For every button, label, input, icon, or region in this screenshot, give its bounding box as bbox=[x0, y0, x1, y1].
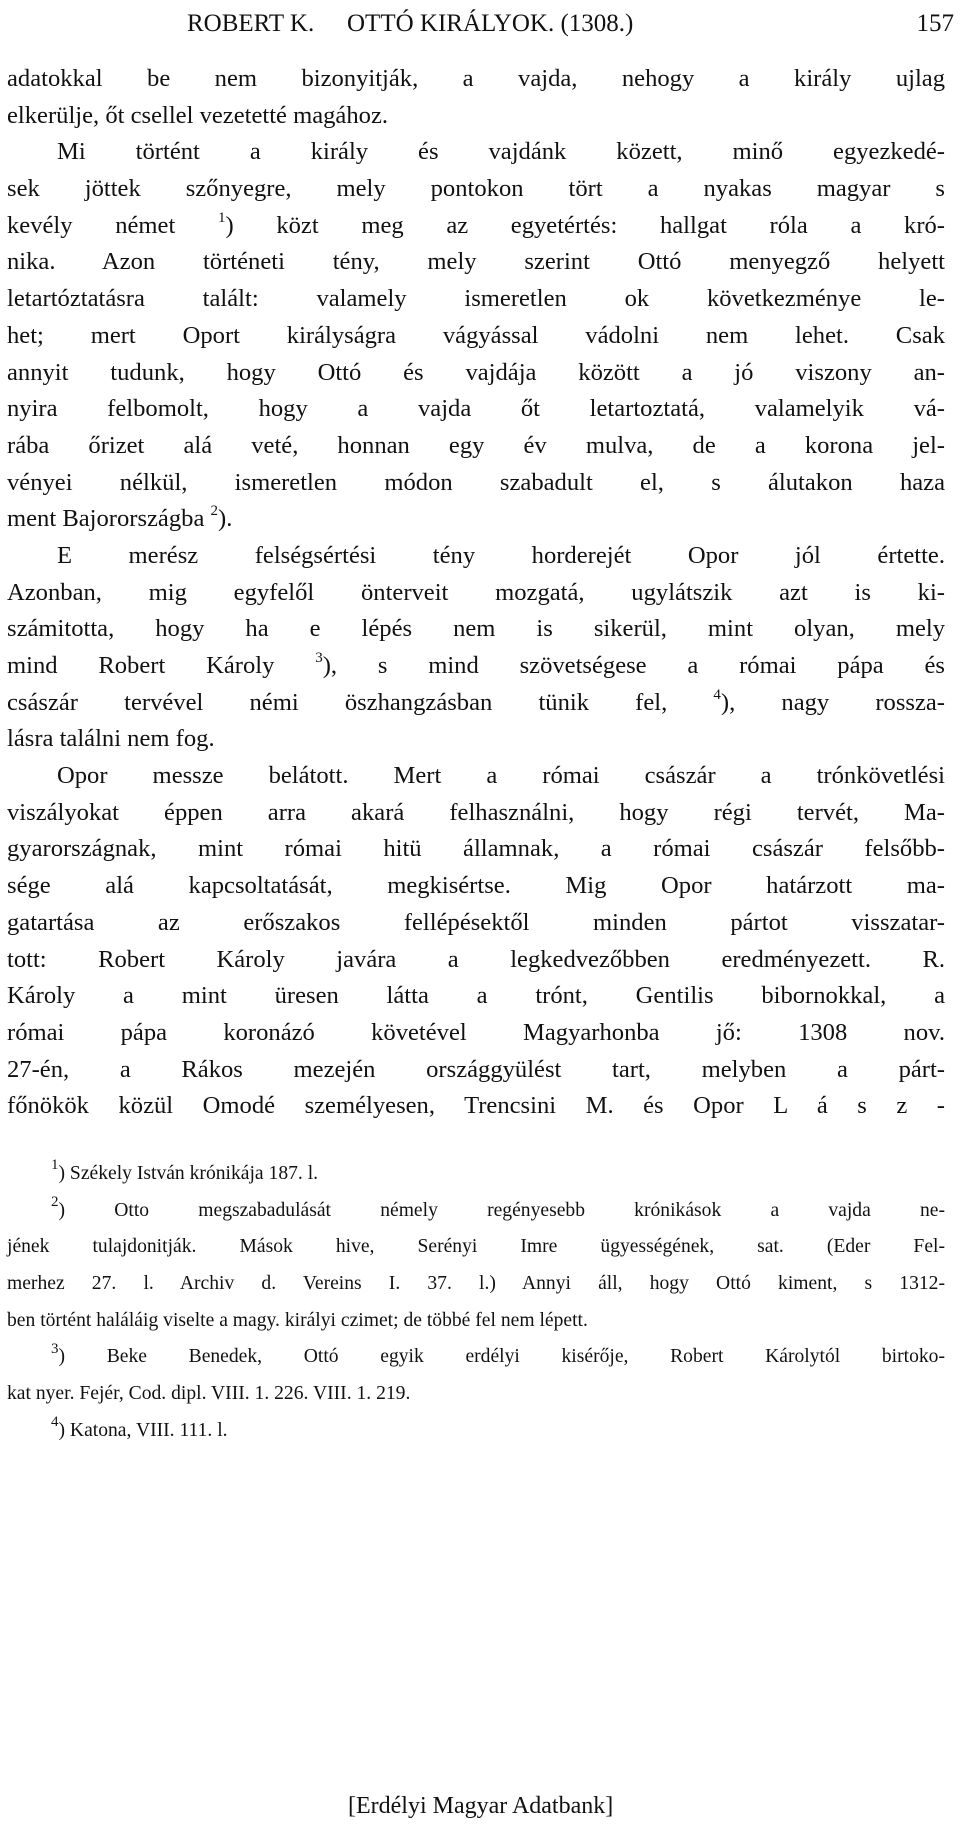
footnotes-line bbox=[7, 1414, 945, 1451]
footnotes-line bbox=[7, 1340, 945, 1377]
body_lines-line bbox=[7, 355, 945, 392]
body_lines-line-text: vényei nélkül, ismeretlen módon szabadult el, s álutakon haza bbox=[7, 468, 945, 496]
body_lines-line-text: Azonban, mig egyfelől önterveit mozgatá, ugylátszik azt is ki- bbox=[7, 578, 945, 606]
body_lines-line-text: római pápa koronázó követével Magyarhonba jő: 1308 nov. bbox=[7, 1018, 945, 1046]
body_lines-line bbox=[7, 1052, 945, 1089]
body_lines-line bbox=[7, 465, 945, 502]
body_lines-line bbox=[7, 831, 945, 868]
body_lines-line bbox=[7, 501, 945, 538]
body_lines-line-text: Mi történt a király és vajdánk közett, minő egyezkedé- bbox=[57, 138, 945, 166]
footnote-marker: 1 bbox=[51, 1157, 59, 1174]
body_lines-line-text: lásra találni nem fog. bbox=[7, 725, 215, 753]
body_lines-line-rest: ), nagy rossza- bbox=[720, 688, 945, 716]
footnote-marker: 3 bbox=[315, 649, 323, 666]
footnotes bbox=[7, 1157, 945, 1451]
running-header bbox=[187, 4, 954, 46]
header-title: OTTÓ KIRÁLYOK. (1308.) bbox=[347, 10, 634, 37]
body_lines-line-text: het; mert Oport királyságra vágyással vádolni nem lehet. Csak bbox=[7, 321, 945, 349]
footnote-marker: 3 bbox=[51, 1340, 59, 1357]
body_lines-line-text: rába őrizet alá veté, honnan egy év mulva, de a korona jel- bbox=[7, 431, 945, 459]
footnotes-line bbox=[7, 1194, 945, 1231]
footnotes-line bbox=[7, 1304, 945, 1341]
footnotes-line-text: merhez 27. l. Archiv d. Vereins I. 37. l.) Annyi áll, hogy Ottó kiment, s 1312- bbox=[7, 1273, 945, 1295]
body_lines-line bbox=[7, 868, 945, 905]
body_lines-line-text: kevély német bbox=[7, 211, 218, 239]
page-number: 157 bbox=[916, 10, 954, 37]
body_lines-line bbox=[7, 281, 945, 318]
body_lines-line bbox=[7, 685, 945, 722]
body_lines-line-rest: ), s mind szövetségese a római pápa és bbox=[322, 652, 945, 679]
footnotes-line-rest: ) Katona, VIII. 111. l. bbox=[58, 1419, 228, 1441]
body-text bbox=[7, 61, 945, 1125]
body_lines-line-text: annyit tudunk, hogy Ottó és vajdája között a jó viszony an- bbox=[7, 358, 945, 386]
body_lines-line-text: E merész felségsértési tény horderejét Opor jól értette. bbox=[57, 541, 945, 569]
footnote-marker: 1 bbox=[217, 209, 226, 226]
body_lines-line bbox=[7, 391, 945, 428]
footnotes-line-rest: ) Otto megszabadulását némely regényesebb krónikások a vajda ne- bbox=[58, 1199, 945, 1221]
body_lines-line bbox=[7, 98, 945, 135]
body_lines-line bbox=[7, 721, 945, 758]
body_lines-line-text: ment Bajorországba bbox=[7, 505, 211, 533]
body_lines-line-text: letartóztatásra talált: valamely ismeretlen ok következménye le- bbox=[7, 285, 945, 313]
body_lines-line-text: viszályokat éppen arra akará felhasználni, hogy régi tervét, Ma- bbox=[7, 798, 945, 826]
body_lines-line bbox=[7, 244, 945, 281]
footnote-marker: 2 bbox=[51, 1194, 59, 1211]
source-footer: [Erdélyi Magyar Adatbank] bbox=[348, 1793, 614, 1819]
footnotes-line bbox=[7, 1230, 945, 1267]
body_lines-line bbox=[7, 318, 945, 355]
footnotes-line-text: jének tulajdonitják. Mások hive, Serényi Imre ügyességének, sat. (Eder Fel- bbox=[7, 1236, 945, 1258]
body_lines-line-rest: ). bbox=[218, 505, 233, 533]
body_lines-line-text: mind Robert Károly bbox=[7, 652, 316, 679]
body_lines-line-text: sége alá kapcsoltatását, megkisértse. Mig Opor határzott ma- bbox=[7, 872, 945, 900]
body_lines-line bbox=[7, 134, 945, 171]
body_lines-line-text: tott: Robert Károly javára a legkedvezőbben eredményezett. R. bbox=[7, 945, 945, 973]
body_lines-line bbox=[7, 978, 945, 1015]
body_lines-line-text: Károly a mint üresen látta a trónt, Gentilis bibornokkal, a bbox=[7, 982, 945, 1010]
footnote-marker: 4 bbox=[51, 1414, 59, 1431]
body_lines-line-text: 27-én, a Rákos mezején országgyülést tart, melyben a párt- bbox=[7, 1055, 945, 1083]
body_lines-line bbox=[7, 1088, 945, 1125]
body_lines-line-text: főnökök közül Omodé személyesen, Trencsini M. és Opor L á s z - bbox=[7, 1092, 945, 1120]
body_lines-line-text: sek jöttek szőnyegre, mely pontokon tört a nyakas magyar s bbox=[7, 175, 945, 203]
footnotes-line bbox=[7, 1377, 945, 1414]
footnote-marker: 4 bbox=[713, 686, 721, 703]
body_lines-line bbox=[7, 611, 945, 648]
body_lines-line bbox=[7, 171, 945, 208]
body_lines-line-text: Opor messze belátott. Mert a római császár a trónkövetlési bbox=[57, 762, 945, 790]
body_lines-line bbox=[7, 538, 945, 575]
body_lines-line-text: gatartása az erőszakos fellépésektől minden pártot visszatar- bbox=[7, 908, 945, 936]
body_lines-line bbox=[7, 575, 945, 612]
footnote-marker: 2 bbox=[210, 503, 219, 520]
body_lines-line-text: nyira felbomolt, hogy a vajda őt letartoztatá, valamelyik vá- bbox=[7, 395, 945, 423]
body_lines-line-text: számitotta, hogy ha e lépés nem is sikerül, mint olyan, mely bbox=[7, 615, 945, 643]
body_lines-line-rest: ) közt meg az egyetértés: hallgat róla a kró- bbox=[225, 211, 945, 239]
body_lines-line bbox=[7, 1015, 945, 1052]
body_lines-line bbox=[7, 648, 945, 685]
footnotes-line-text: kat nyer. Fejér, Cod. dipl. VIII. 1. 226. VIII. 1. 219. bbox=[7, 1383, 411, 1405]
footnotes-line bbox=[7, 1157, 945, 1194]
body_lines-line bbox=[7, 428, 945, 465]
body_lines-line-text: nika. Azon történeti tény, mely szerint Ottó menyegző helyett bbox=[7, 248, 945, 276]
header-author: ROBERT K. bbox=[187, 10, 315, 37]
body_lines-line bbox=[7, 942, 945, 979]
body_lines-line bbox=[7, 905, 945, 942]
body_lines-line bbox=[7, 758, 945, 795]
body_lines-line-text: adatokkal be nem bizonyitják, a vajda, nehogy a király ujlag bbox=[7, 65, 945, 92]
body_lines-line-text: gyarországnak, mint római hitü államnak, a római császár felsőbb- bbox=[7, 835, 945, 863]
body_lines-line-text: elkerülje, őt csellel vezetetté magához. bbox=[7, 101, 389, 129]
footnotes-line bbox=[7, 1267, 945, 1304]
body_lines-line bbox=[7, 208, 945, 245]
body_lines-line-text: császár tervével némi öszhangzásban tünik fel, bbox=[7, 688, 714, 716]
body_lines-line bbox=[7, 61, 945, 98]
footnotes-line-text: ben történt haláláig viselte a magy. királyi czimet; de többé fel nem lépett. bbox=[7, 1309, 588, 1331]
footnotes-line-rest: ) Székely István krónikája 187. l. bbox=[58, 1163, 319, 1184]
footnotes-line-rest: ) Beke Benedek, Ottó egyik erdélyi kisérője, Robert Károlytól birtoko- bbox=[58, 1346, 945, 1368]
body_lines-line bbox=[7, 795, 945, 832]
